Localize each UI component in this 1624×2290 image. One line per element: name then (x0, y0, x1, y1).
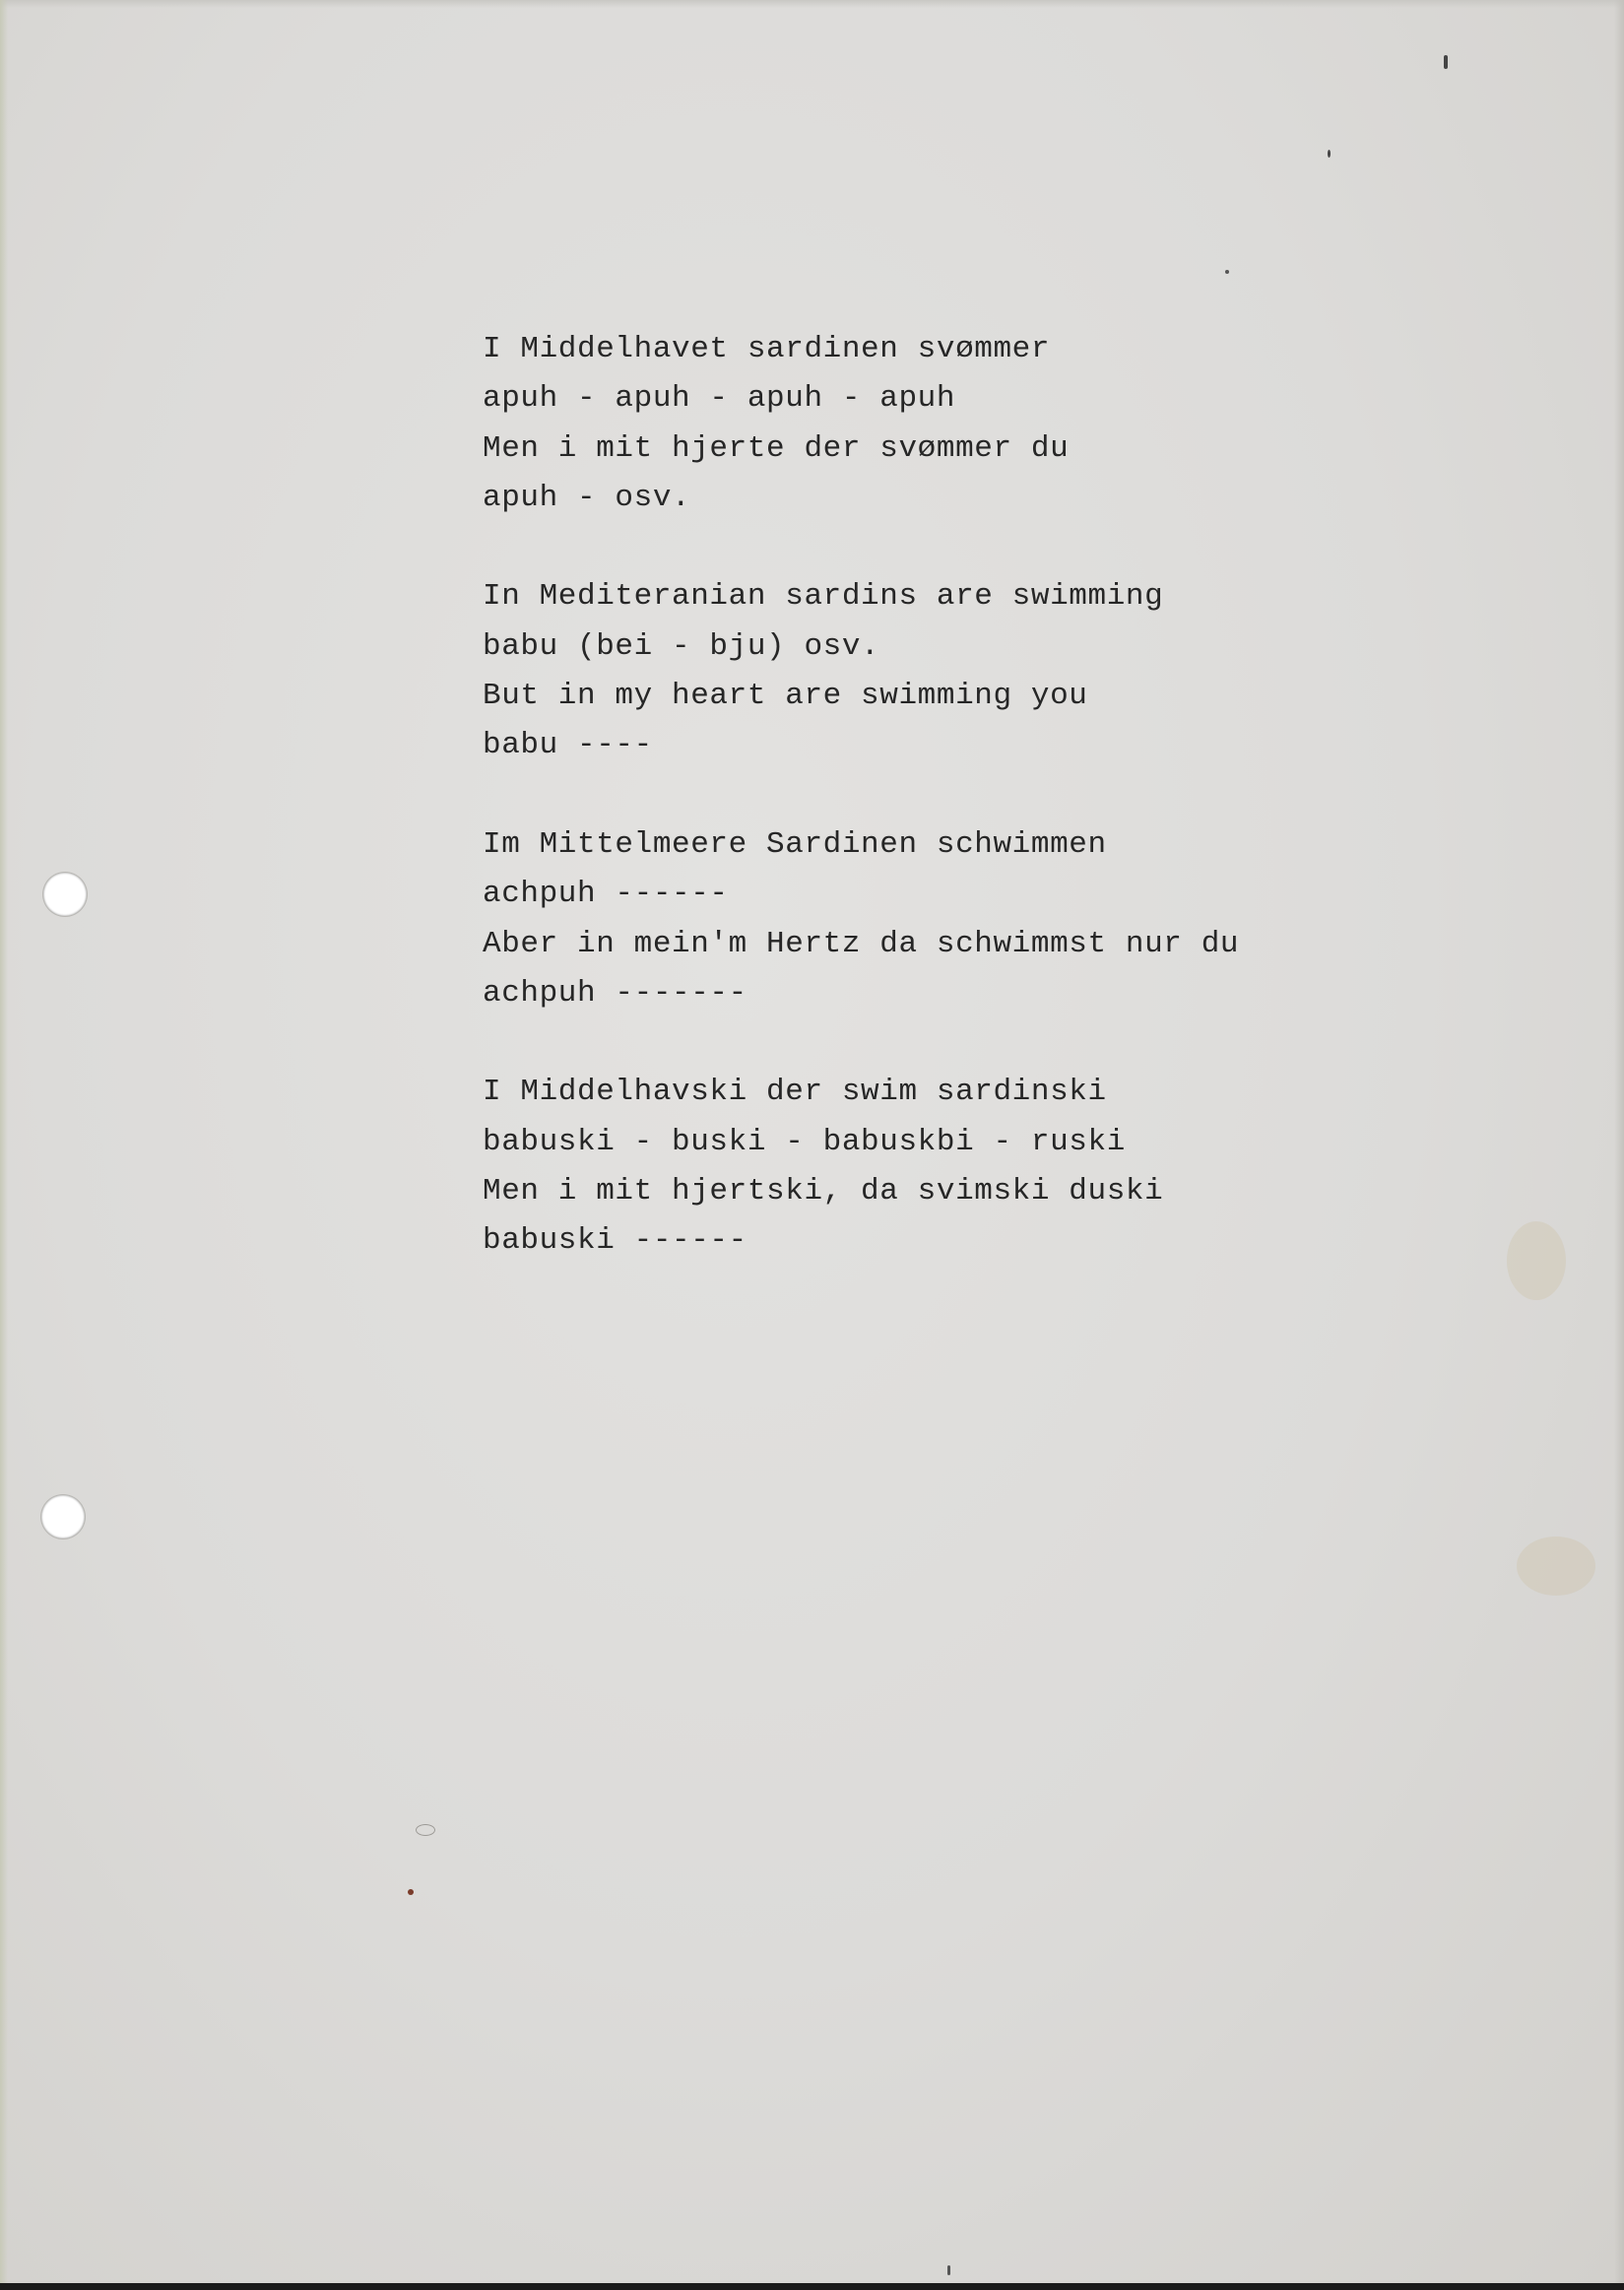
poem-text (483, 325, 1369, 1316)
paper-speck (1225, 270, 1229, 274)
paper-speck (416, 1824, 435, 1836)
punch-hole-lower (41, 1495, 85, 1538)
poem-line: I Middelhavet sardinen svømmer (483, 332, 1051, 366)
stanza-english (483, 572, 1369, 770)
poem-line: apuh - apuh - apuh - apuh (483, 381, 956, 417)
punch-hole-upper (43, 873, 87, 916)
paper-speck (1444, 55, 1448, 69)
poem-line: babu (bei - bju) osv. (483, 628, 880, 664)
poem-line: But in my heart are swimming you (483, 679, 1088, 714)
page-edge-right (1614, 0, 1624, 2283)
poem-line: Men i mit hjertski, da svimski duski (483, 1174, 1164, 1210)
page-edge-top (0, 0, 1624, 8)
paper-stain (1517, 1537, 1595, 1596)
paper-speck (1328, 150, 1331, 158)
poem-line: Aber in mein'm Hertz da schwimmst nur du (483, 926, 1240, 961)
poem-line: apuh - osv. (483, 480, 691, 515)
poem-line: achpuh ------- (483, 975, 747, 1011)
poem-line: babuski ------ (483, 1223, 747, 1259)
poem-line: Im Mittelmeere Sardinen schwimmen (483, 826, 1107, 862)
paper-speck (947, 2265, 950, 2275)
stanza-german (483, 820, 1369, 1018)
paper-stain (1507, 1221, 1566, 1300)
poem-line: Men i mit hjerte der svømmer du (483, 430, 1070, 466)
page-edge-left (0, 0, 8, 2283)
poem-line: babuski - buski - babuskbi - ruski (483, 1124, 1126, 1159)
paper-speck (408, 1889, 414, 1895)
poem-line: achpuh ------ (483, 877, 729, 912)
poem-line: babu ---- (483, 728, 653, 763)
poem-line: In Mediteranian sardins are swimming (483, 579, 1164, 615)
poem-line: I Middelhavski der swim sardinski (483, 1075, 1107, 1110)
stanza-danish (483, 325, 1369, 523)
stanza-pseudo-russian (483, 1068, 1369, 1266)
